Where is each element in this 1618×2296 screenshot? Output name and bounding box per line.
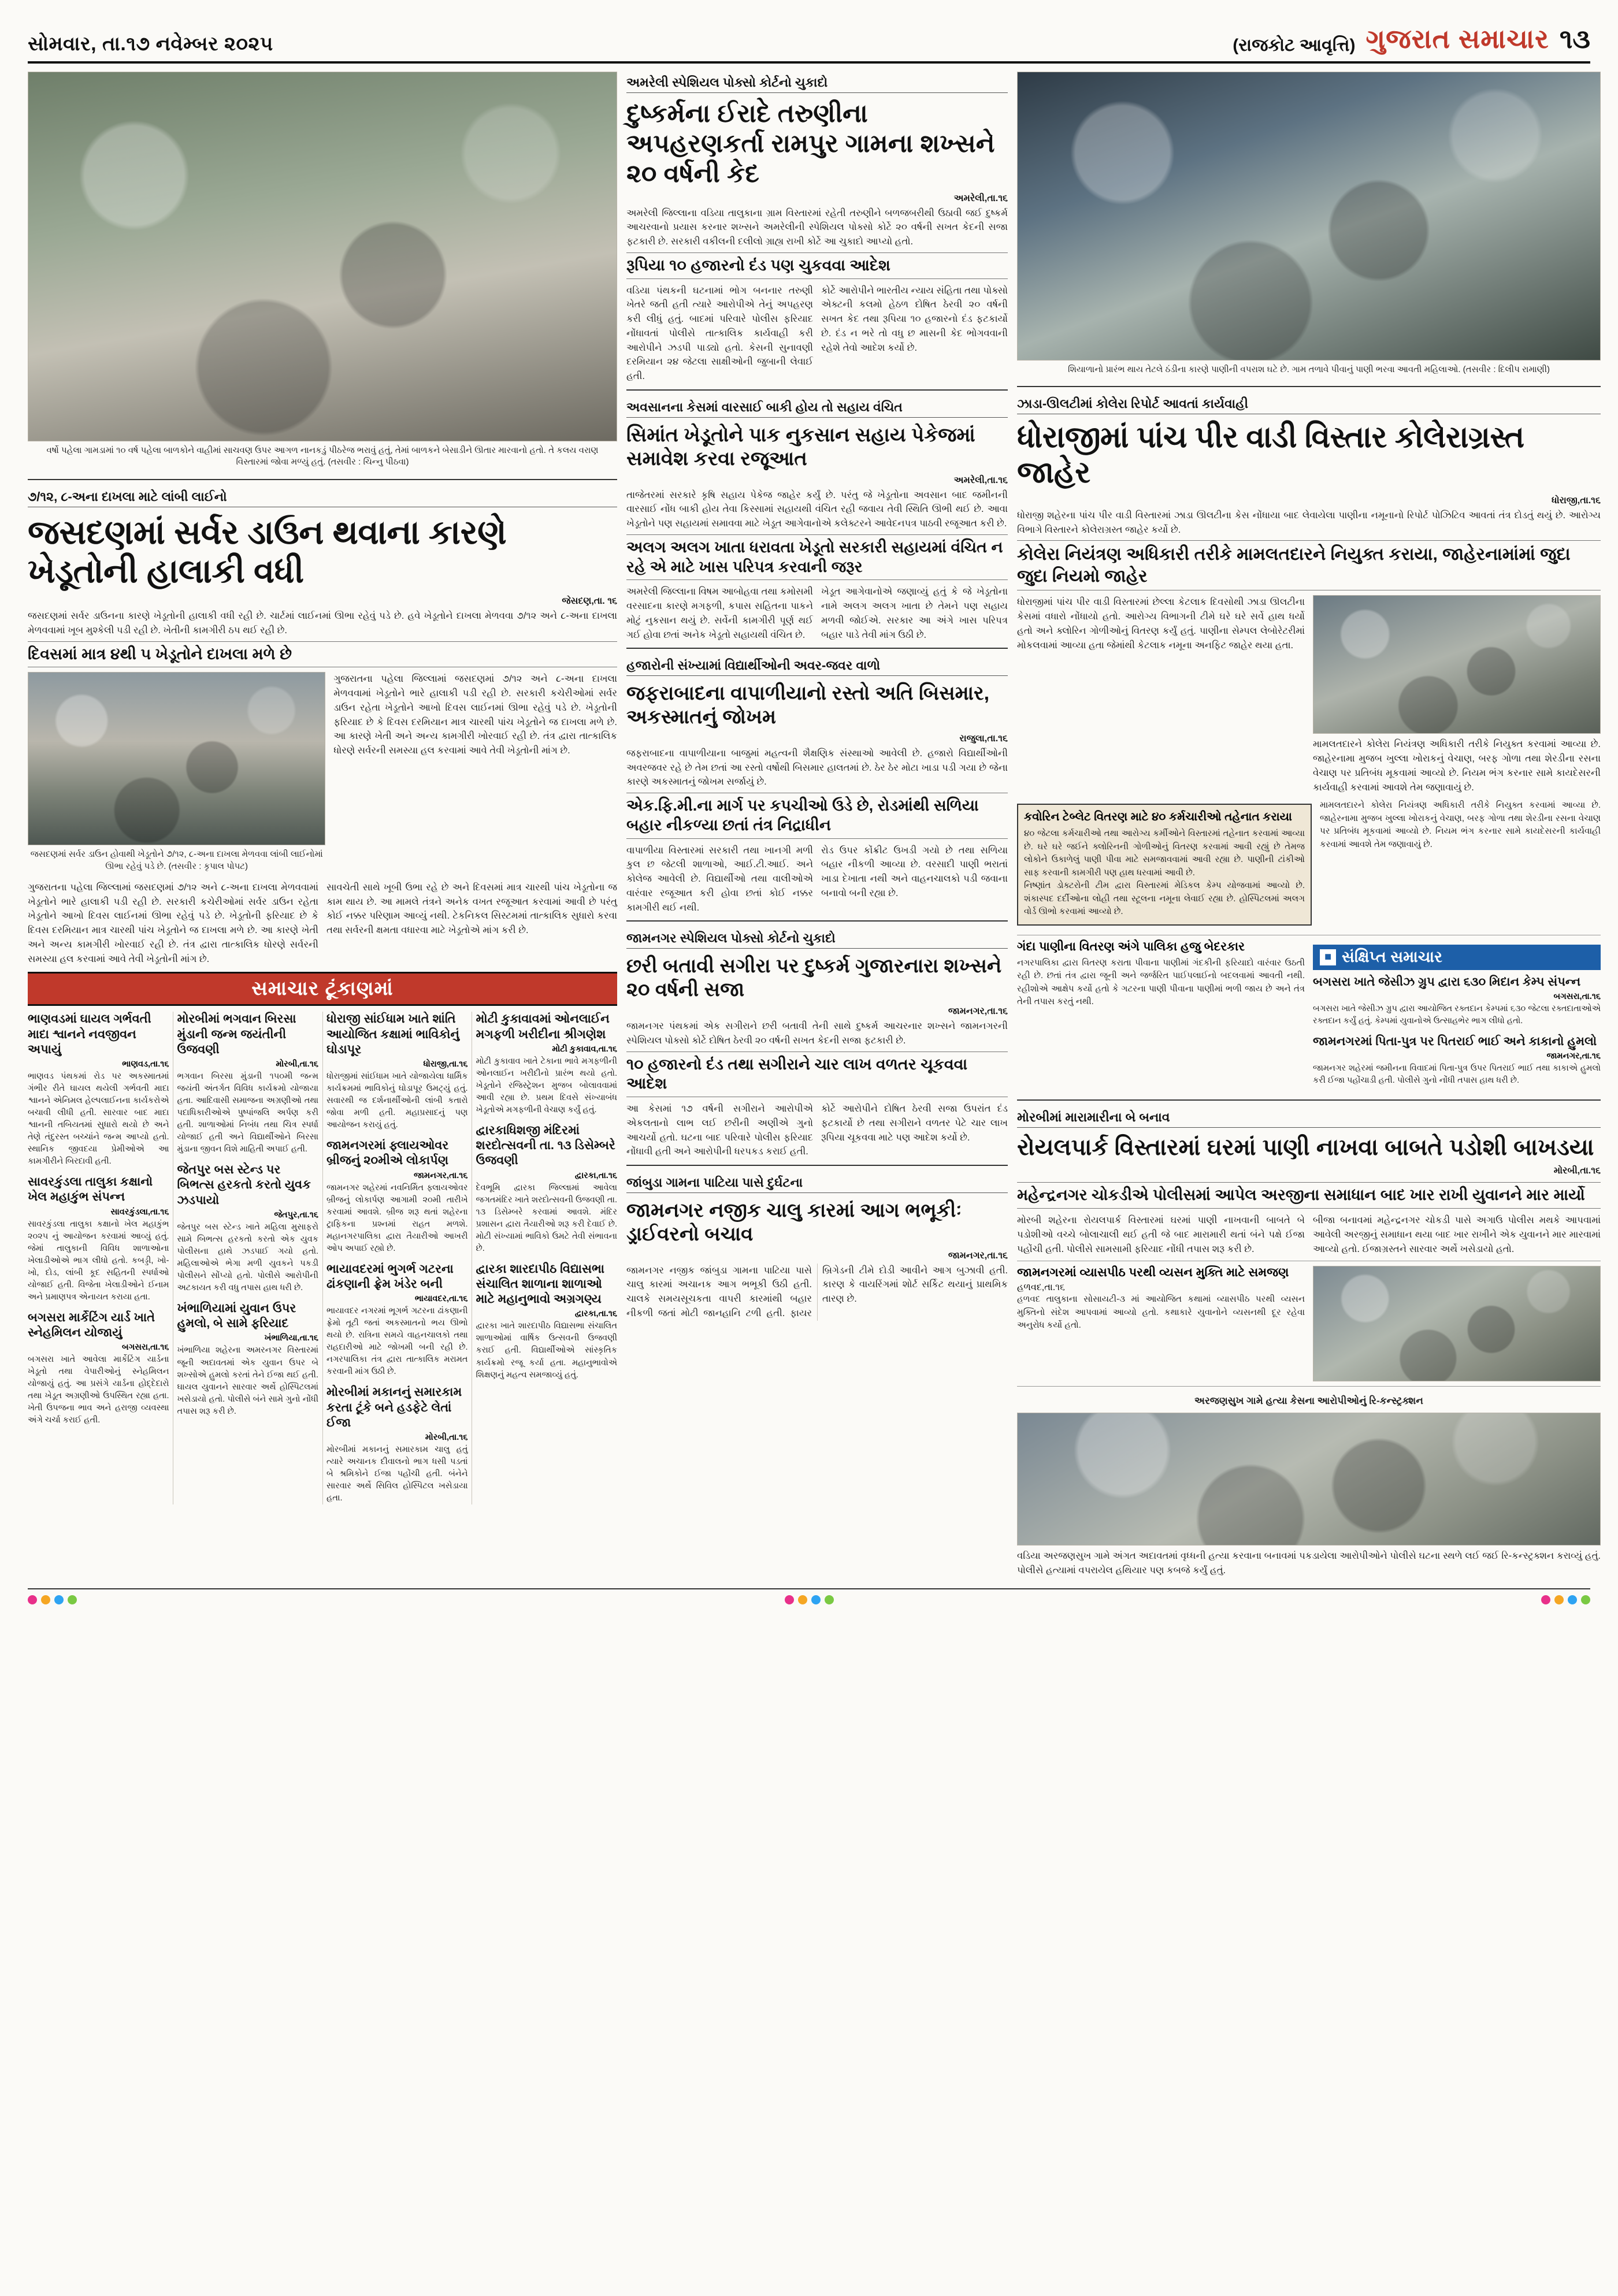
brief-item — [28, 1012, 169, 1168]
center-sub-headline: રૂપિયા ૧૦ હજારનો દંડ પણ ચુકવવા આદેશ — [626, 252, 1008, 279]
brief-banner-right — [1313, 945, 1601, 970]
center-road-dateline: રાજુલા,તા.૧૬ — [959, 733, 1008, 744]
center-road-text: જફરાબાદના વાપાળીયાના બાજુમાં મહત્વની શૈક્ષણિક સંસ્થાઓ આવેલી છે. હજારો વિદ્યાર્થીઓની અવરજવર રહે છે તેમ છતાં આ રસ્તો વર્ષોથી બિસમાર હાલતમાં છે. ઠેર ઠેર મોટા ખાડા પડી ગયા છે જેના કારણે અકસ્માતનું જોખમ સર્જાયું છે. — [626, 748, 1008, 787]
masthead-date: સોમવાર, તા.૧૭ નવેમ્બર ૨૦૨૫ — [28, 33, 273, 55]
center-fire-kicker: જાંબુડા ગામના પાટિયા પાસે દુર્ઘટના — [626, 1175, 1008, 1193]
column-center — [626, 72, 1008, 1578]
center-fire-dateline: જામનગર,તા.૧૬ — [948, 1250, 1008, 1261]
footer-dots-left — [28, 1595, 77, 1604]
brief-item — [476, 1012, 618, 1116]
reg-dot — [1541, 1595, 1550, 1604]
reg-dot — [41, 1595, 50, 1604]
right-brief-dateline: જામનગર,તા.૧૬ — [1546, 1052, 1601, 1061]
right-brief-item — [1313, 1034, 1601, 1087]
lead-photo-caption: વર્ષો પહેલા ગામડામાં ૧૦ વર્ષ પહેલા બાળકોને વાહીમાં સાચવણ ઉપર આગળ નાનકડું પીઠરેજ ભરાવું હતું, તેમાં બાળકને બેસાડીને ઊતાર મારવાનો હતો. તે કલય વરાણ વિસ્તારમાં જોવા મળ્યું હતું. (તસવીર : ચિન્નુ પીઠવા) — [46, 445, 599, 467]
masthead-edition: (રાજકોટ આવૃત્તિ) — [1233, 36, 1356, 55]
right-brief-head: બગસરા ખાતે જેસીઝ ગ્રુપ દ્વારા ૬૩૦ મિદાન કેમ્પ સંપન્ન — [1313, 975, 1581, 989]
briefs-banner: સમાચાર ટૂંકાણમાં — [28, 972, 617, 1006]
brief-banner-label: સંક્ષિપ્ત સમાચાર — [1342, 948, 1442, 965]
reg-dot — [798, 1595, 807, 1604]
brief-head: સાવરકુંડલા તાલુકા કક્ષાનો ખેલ મહાકુંભ સંપન્ન — [28, 1175, 153, 1204]
right-top-photo — [1017, 72, 1601, 361]
brief-dateline: જેતપુર,તા.૧૬ — [274, 1210, 318, 1220]
brief-text: જેતપુર બસ સ્ટેન્ડ ખાતે મહિલા મુસાફરો સામે બિભત્સ હરકતો કરતો એક યુવક પોલીસના હાથે ઝડપાઈ ગયો હતો. મહિલાઓએ ભેગા મળી યુવકને પકડી પોલીસને સોંપ્યો હતો. પોલીસે આરોપીની અટકાયત કરી વધુ તપાસ હાથ ધરી છે. — [177, 1222, 318, 1292]
right-sub-head: કોલેરા નિયંત્રણ અધિકારી તરીકે મામલતદારને નિયુક્ત કરાયા, જાહેરનામાંમાં જુદા જુદા નિયમો જાહેર — [1017, 540, 1601, 590]
center-fire-headline: જામનગર નજીક ચાલુ કારમાં આગ ભભૂકીઃ ડ્રાઈવરનો બચાવ — [626, 1199, 962, 1245]
right-col-text-2: મામલતદારને કોલેરા નિયંત્રણ અધિકારી તરીકે નિયુક્ત કરવામાં આવ્યા છે. જાહેરનામા મુજબ ખુલ્લા ખોરાકનું વેચાણ, બરફ ગોળા તથા શેરડીના રસના વેચાણ પર પ્રતિબંધ મૂકવામાં આવ્યો છે. નિયમ ભંગ કરનાર સામે કાયદેસરની કાર્યવાહી કરવામાં આવશે તેમ જણાવાયું છે. — [1313, 739, 1601, 793]
right-head-dateline: ધોરાજી,તા.૧૬ — [1552, 495, 1601, 506]
left-story-text-1: ગુજરાતના પહેલા જિલ્લામાં જસદણમાં ૭/૧૨ અને ૮-અના દાખલા મેળવવામાં ખેડૂતોને ભારે હાલાકી પડી રહી છે. સરકારી કચેરીઓમાં સર્વર ડાઉન રહેતા ખેડૂતોને આખો દિવસ લાઈનમાં ઊભા રહેવું પડે છે. ખેડૂતોની ફરિયાદ છે કે દિવસ દરમિયાન માત્ર ચારથી પાંચ ખેડૂતોને જ દાખલા મળે છે. આ કારણે ખેતી અને અન્ય કામગીરી ખોરવાઈ રહી છે. તંત્ર દ્વારા તાત્કાલિક ધોરણે સર્વરની સમસ્યા હલ કરવામાં આવે તેવી ખેડૂતોની માંગ છે. — [333, 674, 617, 756]
brief-dateline: ભાણવડ,તા.૧૬ — [122, 1060, 169, 1069]
right-brief-text: જામનગર શહેરમાં જમીનના વિવાદમાં પિતા-પુત્ર ઉપર પિતરાઈ ભાઈ તથા કાકાએ હુમલો કરી ઈજા પહોંચાડી હતી. પોલીસે ગુનો નોંધી તપાસ હાથ ધરી છે. — [1313, 1064, 1601, 1086]
left-story-text-2: સાવચેતી સાથે ખૂબી ઉભા રહે છે અને દિવસમાં માત્ર ચારથી પાંચ ખેડૂતોના જ કામ થાય છે. આ મામલે તંત્રને અનેક વખત રજૂઆત કરવામાં આવી છે પરંતુ કોઈ નક્કર પરિણામ આવ્યું નથી. ટેકનિકલ સિસ્ટમમાં તાત્કાલિક સુધારો કરવા તથા સર્વરની ક્ષમતા વધારવા માટે ખેડૂતોએ માંગ કરી છે. — [326, 882, 617, 936]
brief-item — [326, 1138, 468, 1255]
center-mid-dateline: અમરેલી,તા.૧૬ — [953, 475, 1008, 485]
reg-dot — [54, 1595, 64, 1604]
brief-head: ભાયાવદરમાં ભુગર્ભ ગટરના ઢાંકણાની ફ્રેમ ખંડેર બની — [326, 1262, 454, 1291]
right-top-photo-caption: શિયાળાનો પ્રારંભ થાય તેટલે ઠંડીના કારણે પાણીની વપરાશ ઘટે છે. ગામ તળાવે પીવાનું પાણી ભરવા આવતી મહિલાઓ. (તસવીર : દિલીપ રામાણી) — [1067, 365, 1550, 374]
brief-head: મોરબીમાં મકાનનું સમારકામ કરતા ટૂંકે બને હડફેટે લેતાં ઈજા — [326, 1385, 462, 1429]
masthead-title: ગુજરાત સમાચાર — [1365, 24, 1549, 54]
masthead — [28, 23, 1590, 64]
center-jam-text2-left: આ કેસમાં ૧૭ વર્ષની સગીરાને આરોપીએ એકલતાનો લાભ લઈ છરીની અણીએ ગુનો આચર્યો હતો. ઘટના બાદ પરિવારે પોલીસ ફરિયાદ નોંધાવી હતી અને આરોપીની ધરપકડ કરાઈ હતી. — [626, 1104, 813, 1157]
brief-head: મોટી કુકાવાવમાં ઓનલાઈન મગફળી ખરીદીના શ્રીગણેશ — [476, 1012, 610, 1041]
right-head-kicker: ઝાડા-ઊલટીમાં કોલેરા રિપોર્ટ આવતાં કાર્યવાહી — [1017, 396, 1601, 414]
brief-text: ભગવાન બિરસા મુંડાની ૧૫૦મી જન્મ જયંતી અંતર્ગત વિવિધ કાર્યક્રમો યોજાયા હતા. આદિવાસી સમાજના અગ્રણીઓ તથા પદાધિકારીઓએ પુષ્પાંજલિ અર્પણ કરી હતી. શાળાઓમાં નિબંધ તથા ચિત્ર સ્પર્ધા યોજાઈ હતી અને વિદ્યાર્થીઓને બિરસા મુંડાના જીવન વિશે માહિતી અપાઈ હતી. — [177, 1072, 318, 1154]
brief-text: દેવભૂમિ દ્વારકા જિલ્લામાં આવેલા જગતમંદિર ખાતે શરદોત્સવની ઉજવણી તા. ૧૩ ડિસેમ્બરે કરવામાં આવશે. મંદિર પ્રશાસન દ્વારા તૈયારીઓ શરૂ કરી દેવાઈ છે. મોટી સંખ્યામાં ભાવિકો ઉમટે તેવી સંભાવના છે. — [476, 1183, 617, 1253]
center-top-text: અમરેલી જિલ્લાના વડિયા તાલુકાના ગ્રામ વિસ્તારમાં રહેતી તરુણીને બળજબરીથી ઉઠાવી જઈ દુષ્કર્મ આચરવાનો પ્રયાસ કરનાર શખ્સને અમરેલીની સ્પેશિયલ પોક્સો કોર્ટે ૨૦ વર્ષની સખત કેદની સજા ફટકારી છે. સરકારી વકીલની દલીલો ગ્રાહ્ય રાખી કોર્ટે આ ચુકાદો આપ્યો હતો. — [626, 207, 1008, 247]
brief-item — [326, 1012, 468, 1131]
right-box-1-title: કવોરિન ટેબ્લેટ વિતરણ માટે ૪૦ કર્મચારીઓ તહેનાત કરાયા — [1024, 811, 1292, 824]
brief-text: બગસરા ખાતે આવેલા માર્કેટિંગ યાર્ડના ખેડૂતો તથા વેપારીઓનું સ્નેહમિલન યોજાયું હતું. આ પ્રસંગે યાર્ડના હોદ્દેદારો તથા ખેડૂત અગ્રણીઓ ઉપસ્થિત રહ્યા હતા. ખેતી ઉપજના ભાવ અને હરાજી વ્યવસ્થા અંગે ચર્ચા કરાઈ હતી. — [28, 1355, 169, 1425]
brief-text: મોટી કુકાવાવ ખાતે ટેકાના ભાવે મગફળીની ઓનલાઈન ખરીદીનો પ્રારંભ થયો હતો. ખેડૂતોને રજિસ્ટ્રેશન મુજબ બોલાવવામાં આવી રહ્યા છે. પ્રથમ દિવસે સંખ્યાબંધ ખેડૂતોએ મગફળીની વેચાણ કર્યું હતું. — [476, 1056, 617, 1114]
left-photo-2 — [28, 672, 325, 845]
brief-text: સાવરકુંડલા તાલુકા કક્ષાનો ખેલ મહાકુંભ ૨૦૨૫ નું આયોજન કરવામાં આવ્યું હતું. જેમાં તાલુકાની વિવિધ શાળાઓના ખેલાડીઓએ ભાગ લીધો હતો. કબડ્ડી, ખો-ખો, દોડ, લાંબી કૂદ સહિતની સ્પર્ધાઓ યોજાઈ હતી. વિજેતા ખેલાડીઓને ઈનામ અને પ્રમાણપત્ર એનાયત કરાયા હતા. — [28, 1219, 169, 1302]
column-right — [1017, 72, 1601, 1578]
brief-item — [476, 1123, 618, 1255]
right-bottom-photo-2 — [1017, 1413, 1601, 1545]
right-box-4-dateline: હળવદ,તા.૧૬ — [1017, 1283, 1065, 1293]
footer-dots-right — [1541, 1595, 1590, 1604]
brief-head: દ્વારકા શારદાપીઠ વિદ્યાસભા સંચાલિત શાળાના શાળાઓ માટે મહાનુભાવો અગ્રગણ્ય — [476, 1262, 604, 1306]
brief-dateline: મોરબી,તા.૧૬ — [425, 1433, 468, 1443]
brief-dateline: દ્વારકા,તા.૧૬ — [574, 1309, 617, 1319]
reg-dot — [1568, 1595, 1577, 1604]
brief-dateline: સાવરકુંડલા,તા.૧૬ — [110, 1207, 169, 1217]
brief-dateline: ભાયાવદર,તા.૧૬ — [414, 1294, 468, 1304]
right-box-3-sub: મહેન્દ્રનગર ચોકડીએ પોલીસમાં આપેલ અરજીના સમાધાન બાદ ખાર રાખી યુવાનને માર માર્યો — [1017, 1182, 1601, 1209]
lead-photo — [28, 72, 617, 441]
right-bottom-photo — [1313, 1266, 1601, 1381]
center-mid-headline: સિમાંત ખેડૂતોને પાક નુકસાન સહાય પેકેજમાં સમાવેશ કરવા રજૂઆત — [626, 423, 975, 470]
brief-item — [177, 1301, 319, 1418]
brief-dateline: ધોરાજી,તા.૧૬ — [423, 1060, 468, 1069]
right-box-1-text-2: નિષ્ણાંત ડોક્ટરોની ટીમ દ્વારા વિસ્તારમાં મેડિકલ કેમ્પ યોજવામાં આવ્યો છે. શંકાસ્પદ દર્દીઓના લોહી તથા સ્ટૂલના નમૂના લેવાઈ રહ્યા છે. હોસ્પિટલમાં અલગ વોર્ડ ઊભો કરવામાં આવ્યો છે. — [1024, 880, 1305, 917]
brief-head: ભાણવડમાં ઘાયલ ગર્ભવતી માદા શ્વાનને નવજીવન અપાયું — [28, 1012, 151, 1056]
brief-dateline: મોટી કુકાવાવ,તા.૧૬ — [552, 1044, 617, 1054]
left-dateline: જેસદણ,તા. ૧૬ — [562, 596, 617, 607]
briefs-container — [28, 1012, 617, 1504]
left-intro: જસદણમાં સર્વર ડાઉનના કારણે ખેડૂતોની હાલાકી વધી રહી છે. ચાર્ટમાં લાઈનમાં ઊભા રહેવું પડે છે. હવે ખેડૂતોને દાખલા મેળવવા ૭/૧૨ અને ૮-અના દાખલા મેળવવામાં ખૂબ મુશ્કેલી પડી રહી છે. ખેતીની કામગીરી ઠપ થઈ રહી છે. — [28, 611, 617, 636]
brief-item — [326, 1385, 468, 1504]
left-story-text-1b: ગુજરાતના પહેલા જિલ્લામાં જસદણમાં ૭/૧૨ અને ૮-અના દાખલા મેળવવામાં ખેડૂતોને ભારે હાલાકી પડી રહી છે. સરકારી કચેરીઓમાં સર્વર ડાઉન રહેતા ખેડૂતોને આખો દિવસ લાઈનમાં ઊભા રહેવું પડે છે. ખેડૂતોની ફરિયાદ છે કે દિવસ દરમિયાન માત્ર ચારથી પાંચ ખેડૂતોને જ દાખલા મળે છે. આ કારણે ખેતી અને અન્ય કામગીરી ખોરવાઈ રહી છે. તંત્ર દ્વારા તાત્કાલિક ધોરણે સર્વરની સમસ્યા હલ કરવામાં આવે તેવી ખેડૂતોની માંગ છે. — [28, 882, 318, 964]
right-brief-item — [1313, 975, 1601, 1027]
right-box-4-title: જામનગરમાં વ્યાસપીઠ પરથી વ્યસન મુક્તિ માટે સમજણ — [1017, 1266, 1289, 1280]
brief-dateline: મોરબી,તા.૧૬ — [276, 1060, 318, 1069]
center-sub-text-left: વડિયા પંથકની ઘટનામાં ભોગ બનનાર તરુણી ખેતરે જતી હતી ત્યારે આરોપીએ તેનું અપહરણ કરી લીધું હતું. બાદમાં પરિવારે પોલીસ ફરિયાદ નોંધાવતાં પોલીસે તાત્કાલિક કાર્યવાહી કરી આરોપીને ઝડપી પાડ્યો હતો. કેસની સુનાવણી દરમિયાન ૨૪ જેટલા સાક્ષીઓની જુબાની લેવાઈ હતી. — [626, 285, 813, 382]
left-subhead: દિવસમાં માત્ર ૪થી ૫ ખેડૂતોને દાખલા મળે છે — [28, 641, 617, 668]
center-sub-text-right: કોર્ટે આરોપીને ભારતીય ન્યાય સંહિતા તથા પોક્સો એક્ટની કલમો હેઠળ દોષિત ઠેરવી ૨૦ વર્ષની સખત કેદ તથા રૂપિયા ૧૦ હજારનો દંડ ફટકાર્યો છે. દંડ ન ભરે તો વધુ છ માસની કેદ ભોગવવાની રહેશે તેવો આદેશ કર્યો છે. — [821, 285, 1008, 353]
left-headline: જસદણમાં સર્વર ડાઉન થવાના કારણે ખેડૂતોની હાલાકી વધી — [28, 513, 507, 590]
reg-dot — [825, 1595, 834, 1604]
right-bottom-caption: અરજણસુખ ગામે હત્યા કેસના આરોપીઓનું રિ-કન્સ્ટ્રક્શન — [1194, 1395, 1423, 1407]
brief-dateline: બગસરા,તા.૧૬ — [122, 1343, 169, 1353]
right-brief-head: જામનગરમાં પિતા-પુત્ર પર પિતરાઈ ભાઈ અને કાકાનો હુમલો — [1313, 1035, 1597, 1049]
brief-item — [476, 1262, 618, 1381]
right-box-3-text-left: મોરબી શહેરના રોયલપાર્ક વિસ્તારમાં ઘરમાં પાણી નાખવાની બાબતે બે પડોશીઓ વચ્ચે બોલાચાલી થઈ હતી જે બાદ મારામારી થતાં બંને પક્ષે ઈજા પહોંચી હતી. પોલીસે સામસામી ફરિયાદ નોંધી તપાસ શરૂ કરી છે. — [1017, 1215, 1305, 1254]
center-road-text2-right: રોડ ઉપર કોંક્રીટ ઉખડી ગયો છે તથા સળિયા બહાર નીકળી આવ્યા છે. વરસાદી પાણી ભરાતાં ખાડા દેખાતા નથી અને વાહનચાલકો પડી જવાના બનાવો બની રહ્યા છે. — [821, 845, 1008, 898]
brief-text: ધોરાજીમાં સાંઈધામ ખાતે યોજાયેલા ધાર્મિક કાર્યક્રમમાં ભાવિકોનું ઘોડાપૂર ઉમટ્યું હતું. સવારથી જ દર્શનાર્થીઓની લાંબી કતારો જોવા મળી હતી. મહાપ્રસાદનું પણ આયોજન કરાયું હતું. — [326, 1072, 468, 1130]
right-box-3-title: મોરબીમાં મારામારીના બે બનાવ — [1017, 1110, 1601, 1128]
right-box-3-headline: રોયલપાર્ક વિસ્તારમાં ઘરમાં પાણી નાખવા બાબતે પડોશી બાખડયા — [1017, 1135, 1594, 1161]
center-mid-kicker: અવસાનના કેસમાં વારસાઈ બાકી હોય તો સહાય વંચિત — [626, 400, 1008, 418]
center-mid-text2-right: ખેડૂત આગેવાનોએ જણાવ્યું હતું કે જે ખેડૂતોના નામે અલગ અલગ ખાતા છે તેમને પણ સહાય મળવી જોઈએ. સરકાર આ અંગે ખાસ પરિપત્ર બહાર પાડે તેવી માંગ ઉઠી છે. — [821, 586, 1008, 640]
center-road-sub: એક.ફિ.મી.ના માર્ગ પર કપચીઓ ઉડે છે, રોડમાંથી સળિયા બહાર નીકળ્યા છતાં તંત્ર નિદ્રાધીન — [626, 793, 1008, 839]
right-bottom-text: વડિયા અરજણસુખ ગામે અંગત અદાવતમાં વૃધ્ધની હત્યા કરવાના બનાવમાં પકડાયેલા આરોપીઓને પોલીસે ઘટના સ્થળે લઈ જઈ રિ-કન્સ્ટ્રક્શન કરાવ્યું હતું. પોલીસે હત્યામાં વપરાયેલ હથિયાર પણ કબજે કર્યું હતું. — [1017, 1551, 1601, 1576]
right-box-3-text-right: બીજા બનાવમાં મહેન્દ્રનગર ચોકડી પાસે અગાઉ પોલીસ મથકે આપવામાં આવેલી અરજીનું સમાધાન થયા બાદ ખાર રાખીને એક યુવાનને માર મારવામાં આવ્યો હતો. ઈજાગ્રસ્તને સારવાર અર્થે ખસેડાયો હતો. — [1313, 1215, 1601, 1254]
brief-head: ખંભાળિયામાં યુવાન ઉપર હુમલો, બે સામે ફરિયાદ — [177, 1301, 296, 1331]
brief-item — [28, 1310, 169, 1427]
center-jam-text: જામનગર પંથકમાં એક સગીરાને છરી બતાવી તેની સાથે દુષ્કર્મ આચરનાર શખ્સને જામનગરની સ્પેશિયલ પોક્સો કોર્ટે દોષિત ઠેરવી ૨૦ વર્ષની સખત કેદની સજા ફટકારી છે. — [626, 1021, 1008, 1046]
center-mid-text2-left: અમરેલી જિલ્લાના વિષમ આબોહવા તથા કમોસમી વરસાદના કારણે મગફળી, કપાસ સહિતના પાકને મોટું નુકસાન થયું છે. સર્વેની કામગીરી પૂર્ણ થઈ ગઈ હોવા છતાં અનેક ખેડૂતો સહાયથી વંચિત છે. — [626, 586, 813, 640]
brief-head: બગસરા માર્કેટિંગ યાર્ડ ખાતે સ્નેહમિલન યોજાયું — [28, 1310, 155, 1340]
center-jam-dateline: જામનગર,તા.૧૬ — [948, 1006, 1008, 1016]
right-head-text: ધોરાજી શહેરના પાંચ પીર વાડી વિસ્તારમાં ઝાડા ઊલટીના કેસ નોંધાયા બાદ લેવાયેલા પાણીના નમૂનાનો રિપોર્ટ પોઝિટિવ આવતાં તંત્ર દોડતું થયું છે. આરોગ્ય વિભાગે વિસ્તારને કોલેરાગ્રસ્ત જાહેર કર્યો છે. — [1017, 510, 1601, 535]
brief-text: મોરબીમાં મકાનનું સમારકામ ચાલુ હતું ત્યારે અચાનક દીવાલનો ભાગ ધસી પડતાં બે શ્રમિકોને ઈજા પહોંચી હતી. બંનેને સારવાર અર્થે સિવિલ હોસ્પિટલ ખસેડાયા હતા. — [326, 1445, 468, 1503]
reg-dot — [1581, 1595, 1590, 1604]
right-box-1 — [1017, 804, 1312, 926]
right-box-3-dateline: મોરબી,તા.૧૬ — [1553, 1166, 1601, 1176]
brief-item — [177, 1012, 319, 1156]
brief-item — [177, 1162, 319, 1294]
right-mid-photo — [1313, 595, 1601, 734]
right-brief-text: બગસરા ખાતે જેસીઝ ગ્રુપ દ્વારા આયોજિત રક્તદાન કેમ્પમાં ૬૩૦ જેટલા રક્તદાતાઓએ રક્તદાન કર્યું હતું. કેમ્પમાં યુવાનોએ ઉત્સાહભેર ભાગ લીધો હતો. — [1313, 1004, 1601, 1026]
footer-registration-marks — [28, 1588, 1590, 1604]
right-col-text-3: મામલતદારને કોલેરા નિયંત્રણ અધિકારી તરીકે નિયુક્ત કરવામાં આવ્યા છે. જાહેરનામા મુજબ ખુલ્લા ખોરાકનું વેચાણ, બરફ ગોળા તથા શેરડીના રસના વેચાણ પર પ્રતિબંધ મૂકવામાં આવ્યો છે. નિયમ ભંગ કરનાર સામે કાયદેસરની કાર્યવાહી કરવામાં આવશે તેમ જણાવાયું છે. — [1320, 800, 1601, 849]
center-jam-headline: છરી બતાવી સગીરા પર દુષ્કર્મ ગુજારનારા શખ્સને ૨૦ વર્ષની સજા — [626, 955, 1002, 1001]
brief-text: ખંભાળિયા શહેરના અમરનગર વિસ્તારમાં જૂની અદાવતમાં એક યુવાન ઉપર બે શખ્સોએ હુમલો કરતાં તેને ઈજા થઈ હતી. ઘાયલ યુવાનને સારવાર અર્થે હોસ્પિટલમાં ખસેડાયો હતો. પોલીસે બંને સામે ગુનો નોંધી તપાસ શરૂ કરી છે. — [177, 1346, 318, 1416]
center-road-kicker: હજારોની સંખ્યામાં વિદ્યાર્થીઓની અવર-જવર વાળો — [626, 658, 1008, 676]
center-top-headline: દુષ્કર્મના ઈરાદે તરુણીના અપહરણકર્તા રામપુર ગામના શખ્સને ૨૦ વર્ષની કેદ — [626, 99, 995, 188]
masthead-page-number: ૧૩ — [1559, 24, 1590, 54]
brief-text: ભાયાવદર નગરમાં ભૂગર્ભ ગટરના ઢાંકણાની ફ્રેમો તૂટી જતાં અકસ્માતનો ભય ઊભો થયો છે. રાત્રિના સમયે વાહનચાલકો તથા રાહદારીઓ માટે જોખમી બની રહી છે. નગરપાલિકા તંત્ર દ્વારા તાત્કાલિક મરામત કરવાની માંગ ઉઠી છે. — [326, 1306, 468, 1377]
center-jam-sub: ૧૦ હજારનો દંડ તથા સગીરાને ચાર લાખ વળતર ચૂકવવા આદેશ — [626, 1052, 1008, 1098]
newspaper-icon: ■ — [1320, 949, 1336, 965]
reg-dot — [1554, 1595, 1564, 1604]
center-mid-sub: અલગ અલગ ખાતા ધરાવતા ખેડૂતો સરકારી સહાયમાં વંચિત ન રહે એ માટે ખાસ પરિપત્ર કરવાની જરૂર — [626, 534, 1008, 581]
right-box-2-title: ગંદા પાણીના વિતરણ અંગે પાલિકા હજુ બેદરકાર — [1017, 939, 1245, 953]
brief-head: ધોરાજી સાંઈધામ ખાતે શાંતિ આયોજિત કક્ષામાં ભાવિકોનું ઘોડાપૂર — [326, 1012, 460, 1056]
right-col-text-1: ધોરાજીમાં પાંચ પીર વાડી વિસ્તારમાં છેલ્લા કેટલાક દિવસોથી ઝાડા ઊલટીના કેસમાં વધારો નોંધાયો હતો. આરોગ્ય વિભાગની ટીમે ઘરે ઘરે સર્વે હાથ ધર્યો હતો અને ક્લોરિન ગોળીઓનું વિતરણ કર્યું હતું. પાણીના સેમ્પલ લેબોરેટરીમાં મોકલવામાં આવ્યા હતા જેમાંથી કેટલાક નમૂના અનફિટ જાહેર થયા હતા. — [1017, 597, 1305, 651]
left-photo-2-caption: જસદણમાં સર્વર ડાઉન હોવાથી ખેડૂતોને ૭/૧૨, ૮-અના દાખલા મેળવવા લાંબી લાઈનોમાં ઊભા રહેવું પડે છે. (તસવીર : કૃપાલ પોપટ) — [30, 849, 323, 871]
brief-head: મોરબીમાં ભગવાન બિરસા મુંડાની જન્મ જયંતીની ઉજવણી — [177, 1012, 296, 1056]
page-grid — [28, 72, 1601, 1578]
right-box-4-text: હળવદ તાલુકાના સોસાયટી-૩ માં આયોજિત કથામાં વ્યાસપીઠ પરથી વ્યસન મુક્તિનો સંદેશ આપવામાં આવ્યો હતો. કથાકારે યુવાનોને વ્યસનથી દૂર રહેવા અનુરોધ કર્યો હતો. — [1017, 1294, 1305, 1331]
brief-text: જામનગર શહેરમાં નવનિર્મિત ફ્લાયઓવર બ્રીજનું લોકાર્પણ આગામી ૨૦મી તારીખે કરવામાં આવશે. બ્રીજ શરૂ થતાં શહેરના ટ્રાફિકના પ્રશ્નમાં રાહત મળશે. મહાનગરપાલિકા દ્વારા તૈયારીઓ આખરી ઓપ અપાઈ રહ્યો છે. — [326, 1183, 468, 1253]
brief-dateline: દ્વારકા,તા.૧૬ — [574, 1171, 617, 1180]
center-top-dateline: અમરેલી,તા.૧૬ — [953, 193, 1008, 203]
center-jam-text2-right: કોર્ટે આરોપીને દોષિત ઠેરવી સજા ઉપરાંત દંડ ફટકાર્યો છે તથા સગીરાને વળતર પેટે ચાર લાખ રૂપિયા ચૂકવવા માટે પણ આદેશ કર્યો છે. — [821, 1104, 1008, 1143]
brief-text: દ્વારકા ખાતે શારદાપીઠ વિદ્યાસભા સંચાલિત શાળાઓમાં વાર્ષિક ઉત્સવની ઉજવણી કરાઈ હતી. વિદ્યાર્થીઓએ સાંસ્કૃતિક કાર્યક્રમો રજૂ કર્યા હતા. મહાનુભાવોએ શિક્ષણનું મહત્વ સમજાવ્યું હતું. — [476, 1321, 617, 1380]
reg-dot — [68, 1595, 77, 1604]
brief-dateline: જામનગર,તા.૧૬ — [414, 1171, 468, 1180]
brief-head: જેતપુર બસ સ્ટેન્ડ પર બિભત્સ હરકતો કરતો યુવક ઝડપાયો — [177, 1163, 311, 1207]
brief-dateline: ખંભાળિયા,તા.૧૬ — [264, 1333, 318, 1343]
brief-head: દ્વારકાધિશજી મંદિરમાં શરદોત્સવની તા. ૧૩ ડિસેમ્બરે ઉજવણી — [476, 1123, 615, 1168]
center-road-text2-left: વાપાળીયા વિસ્તારમાં સરકારી તથા ખાનગી મળી કુલ છ જેટલી શાળાઓ, આઈ.ટી.આઈ. અને કોલેજ આવેલી છે. વિદ્યાર્થીઓ તથા વાલીઓએ વારંવાર રજૂઆત કરી હોવા છતાં કોઈ નક્કર કામગીરી થઈ નથી. — [626, 845, 813, 913]
brief-head: જામનગરમાં ફ્લાયઓવર બ્રીજનું ૨૦મીએ લોકાર્પણ — [326, 1139, 449, 1168]
footer-dots-center — [785, 1595, 834, 1604]
brief-item — [326, 1262, 468, 1379]
right-headline: ધોરાજીમાં પાંચ પીર વાડી વિસ્તાર કોલેરાગ્રસ્ત જાહેર — [1017, 421, 1524, 489]
center-jam-kicker: જામનગર સ્પેશિયલ પોક્સો કોર્ટનો ચુકાદો — [626, 931, 1008, 949]
brief-text: ભાણવડ પંથકમાં રોડ પર અકસ્માતમાં ગંભીર રીતે ઘાયલ થયેલી ગર્ભવતી માદા શ્વાનને એનિમલ હેલ્પલાઈનના કાર્યકરોએ બચાવી લીધી હતી. સારવાર બાદ માદા શ્વાનની તબિયતમાં સુધારો થયો છે અને તેણે તંદુરસ્ત બચ્ચાંને જન્મ આપ્યો હતો. સ્થાનિક જીવદયા પ્રેમીઓએ આ કામગીરીને બિરદાવી હતી. — [28, 1072, 169, 1166]
reg-dot — [28, 1595, 37, 1604]
center-top-kicker: અમરેલી સ્પેશિયલ પોક્સો કોર્ટનો ચુકાદો — [626, 75, 1008, 93]
left-kicker: ૭/૧૨, ૮-અના દાખલા માટે લાંબી લાઈનો — [28, 489, 617, 507]
center-mid-text: તાજેતરમાં સરકારે કૃષિ સહાય પેકેજ જાહેર કર્યું છે. પરંતુ જે ખેડૂતોના અવસાન બાદ જમીનની વારસાઈ નોંધ બાકી હોય તેવા કિસ્સામાં સહાયથી વંચિત રહી જવાય તેવી સ્થિતિ ઊભી થઈ છે. આવા ખેડૂતોને પણ સહાયમાં સમાવવા માટે ખેડૂત આગેવાનોએ કલેક્ટરને આવેદનપત્ર પાઠવી રજૂઆત કરી છે. — [626, 489, 1008, 529]
center-fire-text: જામનગર નજીક જાંબુડા ગામના પાટિયા પાસે ચાલુ કારમાં અચાનક આગ ભભૂકી ઉઠી હતી. ચાલકે સમયસૂચકતા વાપરી કારમાંથી બહાર નીકળી જતાં મોટી જાનહાનિ ટળી હતી. ફાયર બ્રિગેડની ટીમે દોડી આવીને આગ બુઝાવી હતી. કારણ કે વાયરિંગમાં શોર્ટ સર્કિટ થયાનું પ્રાથમિક તારણ છે. — [626, 1265, 1008, 1318]
right-box-1-text: ૪૦ જેટલા કર્મચારીઓ તથા આરોગ્ય કર્મીઓને વિસ્તારમાં તહેનાત કરવામાં આવ્યા છે. ઘરે ઘરે જઈને ક્લોરિનની ગોળીઓનું વિતરણ કરવામાં આવી રહ્યું છે તેમજ લોકોને ઉકાળેલું પાણી પીવા માટે સમજાવવામાં આવી રહ્યા છે. પાણીની ટાંકીઓ સાફ કરવાની કામગીરી પણ હાથ ધરવામાં આવી છે. — [1024, 829, 1305, 878]
reg-dot — [785, 1595, 794, 1604]
reg-dot — [811, 1595, 821, 1604]
right-brief-dateline: બગસરા,તા.૧૬ — [1553, 992, 1601, 1002]
brief-item — [28, 1175, 169, 1303]
center-road-headline: જફરાબાદના વાપાળીયાનો રસ્તો અતિ બિસમાર, અકસ્માતનું જોખમ — [626, 682, 990, 729]
column-left — [28, 72, 617, 1578]
right-box-2-text: નગરપાલિકા દ્વારા વિતરણ કરાતા પીવાના પાણીમાં ગંદકીની ફરિયાદો વારંવાર ઉઠતી રહી છે. છતાં તંત્ર દ્વારા જૂની અને જર્જરિત પાઈપલાઈનો બદલવામાં આવતી નથી. રહીશોએ આક્ષેપ કર્યો હતો કે ગટરના પાણી પીવાના પાણીમાં ભળી જાય છે અને તંત્ર તેની તપાસ કરતું નથી. — [1017, 957, 1305, 1007]
